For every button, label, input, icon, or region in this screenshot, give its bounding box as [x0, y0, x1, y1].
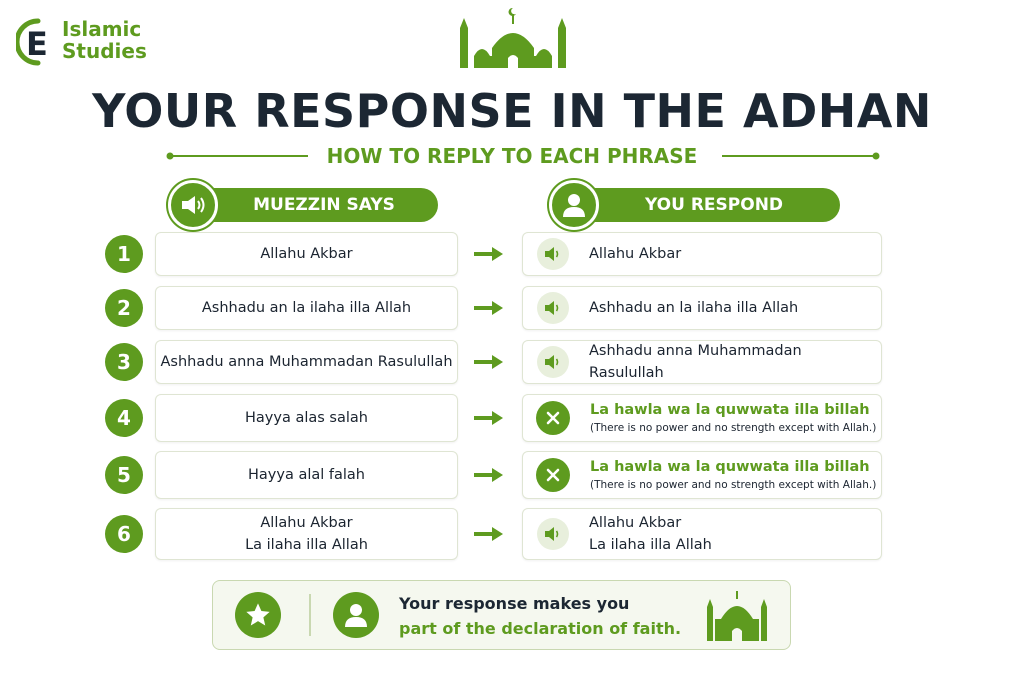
muezzin-phrase — [155, 394, 458, 442]
logo-text — [62, 18, 147, 62]
muezzin-header-label: MUEZZIN SAYS — [253, 195, 395, 215]
arrow-right-icon — [472, 465, 506, 485]
arrow-right-icon — [472, 244, 506, 264]
person-header-icon — [549, 180, 599, 230]
muezzin-phrase-text: Allahu Akbar — [260, 246, 353, 262]
speaker-icon — [537, 346, 569, 378]
response-main: La hawla wa la quwwata illa billah — [590, 402, 870, 418]
footer-divider — [309, 594, 311, 636]
response-phrase — [522, 394, 882, 442]
response-text — [589, 297, 798, 319]
response-phrase — [522, 508, 882, 560]
response-line: La ilaha illa Allah — [589, 537, 712, 553]
x-icon — [536, 401, 570, 435]
speaker-icon — [537, 292, 569, 324]
mosque-icon — [705, 587, 769, 643]
response-line: Allahu Akbar — [589, 246, 682, 262]
response-phrase — [522, 340, 882, 384]
step-number: 5 — [105, 456, 143, 494]
response-text — [589, 243, 681, 265]
muezzin-phrase — [155, 340, 458, 384]
arrow-right-icon — [472, 524, 506, 544]
arrow-right-icon — [472, 352, 506, 372]
step-number: 2 — [105, 289, 143, 327]
response-line: Ashhadu an la ilaha illa Allah — [589, 300, 799, 316]
star-icon — [235, 592, 281, 638]
response-translation: (There is no power and no strength except with Allah.) — [590, 479, 877, 491]
arrow-right-icon — [472, 408, 506, 428]
muezzin-phrase-text: Ashhadu an la ilaha illa Allah — [201, 300, 412, 316]
arrow-right-icon — [472, 298, 506, 318]
muezzin-phrase-text: Hayya alas salah — [245, 410, 368, 426]
footer-line1: Your response makes you — [399, 594, 630, 613]
megaphone-header-icon — [168, 180, 218, 230]
response-line: Allahu Akbar — [589, 515, 682, 531]
muezzin-phrase-text: Allahu Akbar — [260, 515, 353, 531]
response-text — [589, 512, 712, 556]
muezzin-header — [190, 188, 438, 222]
muezzin-phrase — [155, 451, 458, 499]
footer-line2: part of the declaration of faith. — [399, 619, 682, 638]
muezzin-phrase-text: Ashhadu anna Muhammadan Rasulullah — [160, 354, 453, 370]
step-number: 4 — [105, 399, 143, 437]
step-number: 3 — [105, 343, 143, 381]
muezzin-phrase-text: Hayya alal falah — [248, 467, 365, 483]
person-icon — [333, 592, 379, 638]
logo-line1: Islamic — [62, 17, 142, 41]
response-phrase — [522, 451, 882, 499]
footer-banner — [212, 580, 791, 650]
page-title: YOUR RESPONSE IN THE ADHAN — [92, 84, 932, 138]
respond-header-label: YOU RESPOND — [644, 195, 784, 215]
page-subtitle: HOW TO REPLY TO EACH PHRASE — [326, 144, 698, 168]
muezzin-phrase — [155, 232, 458, 276]
response-main: La hawla wa la quwwata illa billah — [590, 459, 870, 475]
speaker-icon — [537, 238, 569, 270]
respond-header — [570, 188, 840, 222]
response-phrase — [522, 286, 882, 330]
response-text — [590, 400, 876, 436]
logo-letter: E — [26, 25, 48, 63]
x-icon — [536, 458, 570, 492]
speaker-icon — [537, 518, 569, 550]
footer-message — [399, 594, 681, 638]
muezzin-phrase-text: La ilaha illa Allah — [245, 537, 368, 553]
response-text — [589, 340, 881, 384]
logo-line2: Studies — [62, 39, 147, 63]
muezzin-phrase — [155, 508, 458, 560]
muezzin-phrase — [155, 286, 458, 330]
mosque-icon — [456, 8, 570, 70]
response-text — [590, 457, 876, 493]
response-translation: (There is no power and no strength except with Allah.) — [590, 422, 877, 434]
logo-icon — [16, 18, 56, 66]
step-number: 1 — [105, 235, 143, 273]
response-line: Ashhadu anna Muhammadan Rasulullah — [589, 343, 802, 381]
step-number: 6 — [105, 515, 143, 553]
response-phrase — [522, 232, 882, 276]
